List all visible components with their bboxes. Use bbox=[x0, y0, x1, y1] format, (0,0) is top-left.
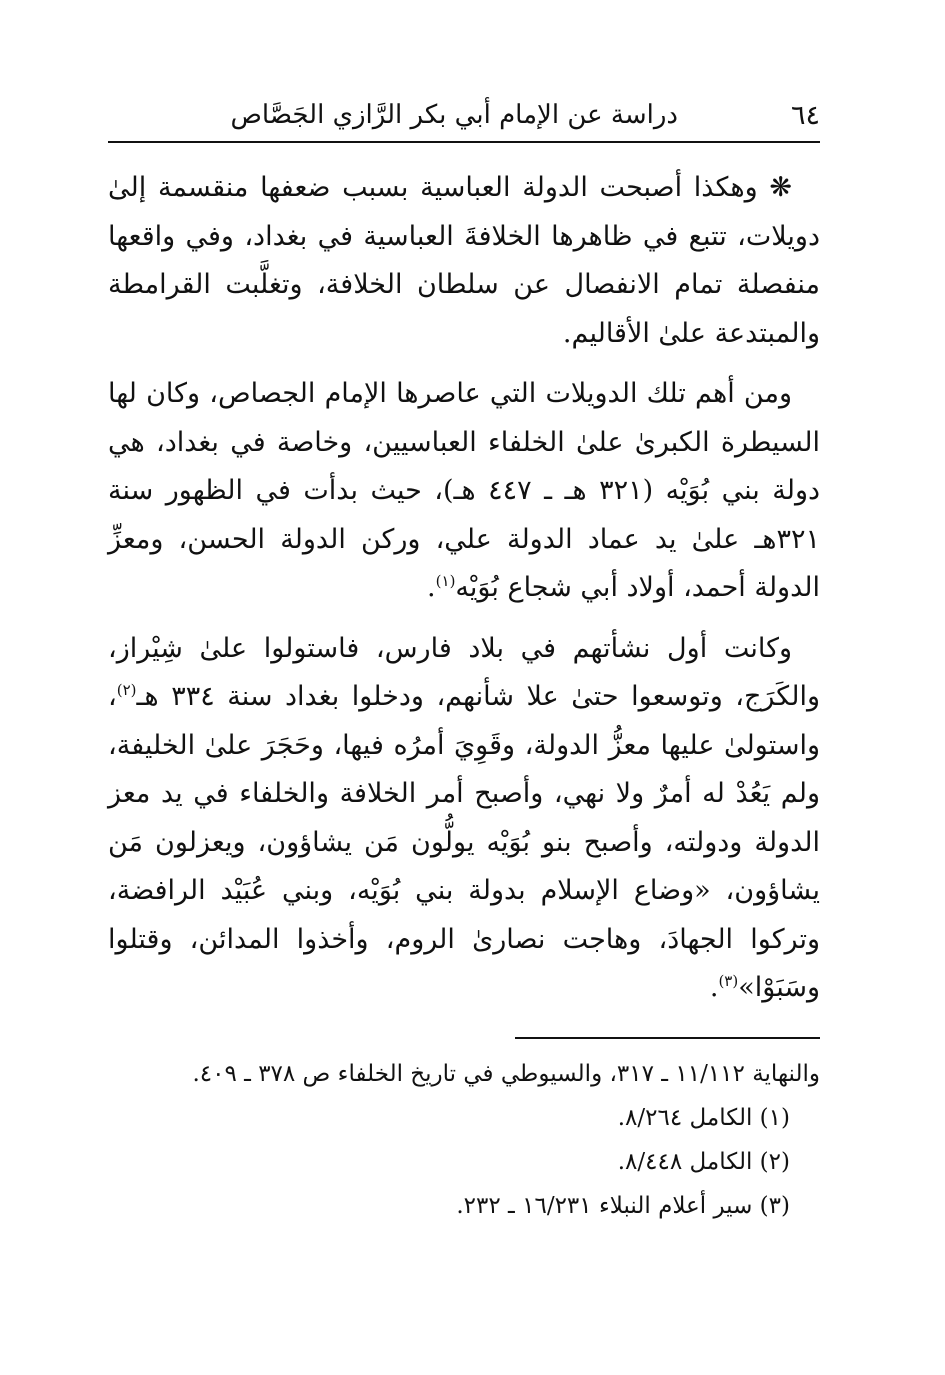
footnote-ref-2[interactable]: (٢) bbox=[116, 681, 137, 699]
paragraph-1 bbox=[108, 164, 820, 358]
paragraph-3-tail: . bbox=[709, 972, 719, 1003]
footnote-continuation: والنهاية ١١/١١٢ ـ ٣١٧، والسيوطي في تاريخ الخلفاء ص ٣٧٨ ـ ٤٠٩. bbox=[192, 1061, 820, 1087]
running-title: دراسة عن الإمام أبي بكر الرَّازي الجَصَّاص bbox=[230, 100, 678, 130]
paragraph-3-text-b: ، واستولىٰ عليها معزُّ الدولة، وقَوِيَ أمرُه فيها، وحَجَرَ علىٰ الخليفة، ولم يَعُدْ له أمرٌ ولا نهي، وأصبح أمر الخلافة والخلفاء في يد معز الدولة ودولته، وأصبح بنو بُوَيْه يولُّون مَن يشاؤون، ويعزلون مَن يشاؤون، «وضاع الإسلام بدولة بني بُوَيْه، وبني عُبَيْد الرافضة، وتركوا الجهادَ، وهاجت نصارىٰ الروم، وأخذوا المدائن، وقتلوا وسَبَوْا» bbox=[108, 681, 820, 1003]
paragraph-2-tail: . bbox=[427, 572, 436, 603]
paragraph-2-text: ومن أهم تلك الدويلات التي عاصرها الإمام الجصاص، وكان لها السيطرة الكبرىٰ علىٰ الخلفاء العباسيين، وخاصة في بغداد، هي دولة بني بُوَيْه (٣٢١ هـ ـ ٤٤٧ هـ)، حيث بدأت في الظهور سنة ٣٢١هـ علىٰ يد عماد الدولة علي، وركن الدولة الحسن، ومعزِّ الدولة أحمد، أولاد أبي شجاع بُوَيْه bbox=[108, 378, 821, 603]
paragraph-3-text-a: وكانت أول نشأتهم في بلاد فارس، فاستولوا علىٰ شِيْراز، والكَرَج، وتوسعوا حتىٰ علا شأنهم، ودخلوا بغداد سنة ٣٣٤ هـ bbox=[108, 632, 820, 712]
paragraph-2 bbox=[108, 370, 820, 613]
footnote-1: (١) الكامل ٨/٢٦٤. bbox=[617, 1105, 790, 1131]
main-text bbox=[108, 164, 820, 1013]
footnote-divider bbox=[515, 1037, 820, 1039]
page-number: ٦٤ bbox=[790, 100, 820, 131]
footnotes bbox=[150, 1052, 820, 1228]
running-header bbox=[108, 96, 820, 140]
footnote-2: (٢) الكامل ٨/٤٤٨. bbox=[617, 1149, 790, 1175]
paragraph-1-text: ❋ وهكذا أصبحت الدولة العباسية بسبب ضعفها منقسمة إلىٰ دويلات، تتبع في ظاهرها الخلافةَ العباسية في بغداد، وفي واقعها منفصلة تمام الانفصال عن سلطان الخلافة، وتغلَّبت القرامطة والمبتدعة علىٰ الأقاليم. bbox=[108, 172, 820, 349]
header-divider bbox=[108, 141, 820, 143]
footnote-3: (٣) سير أعلام النبلاء ١٦/٢٣١ ـ ٢٣٢. bbox=[456, 1193, 790, 1219]
footnote-ref-1[interactable]: (١) bbox=[435, 572, 456, 590]
paragraph-3 bbox=[108, 625, 820, 1013]
footnote-ref-3[interactable]: (٣) bbox=[718, 972, 739, 990]
